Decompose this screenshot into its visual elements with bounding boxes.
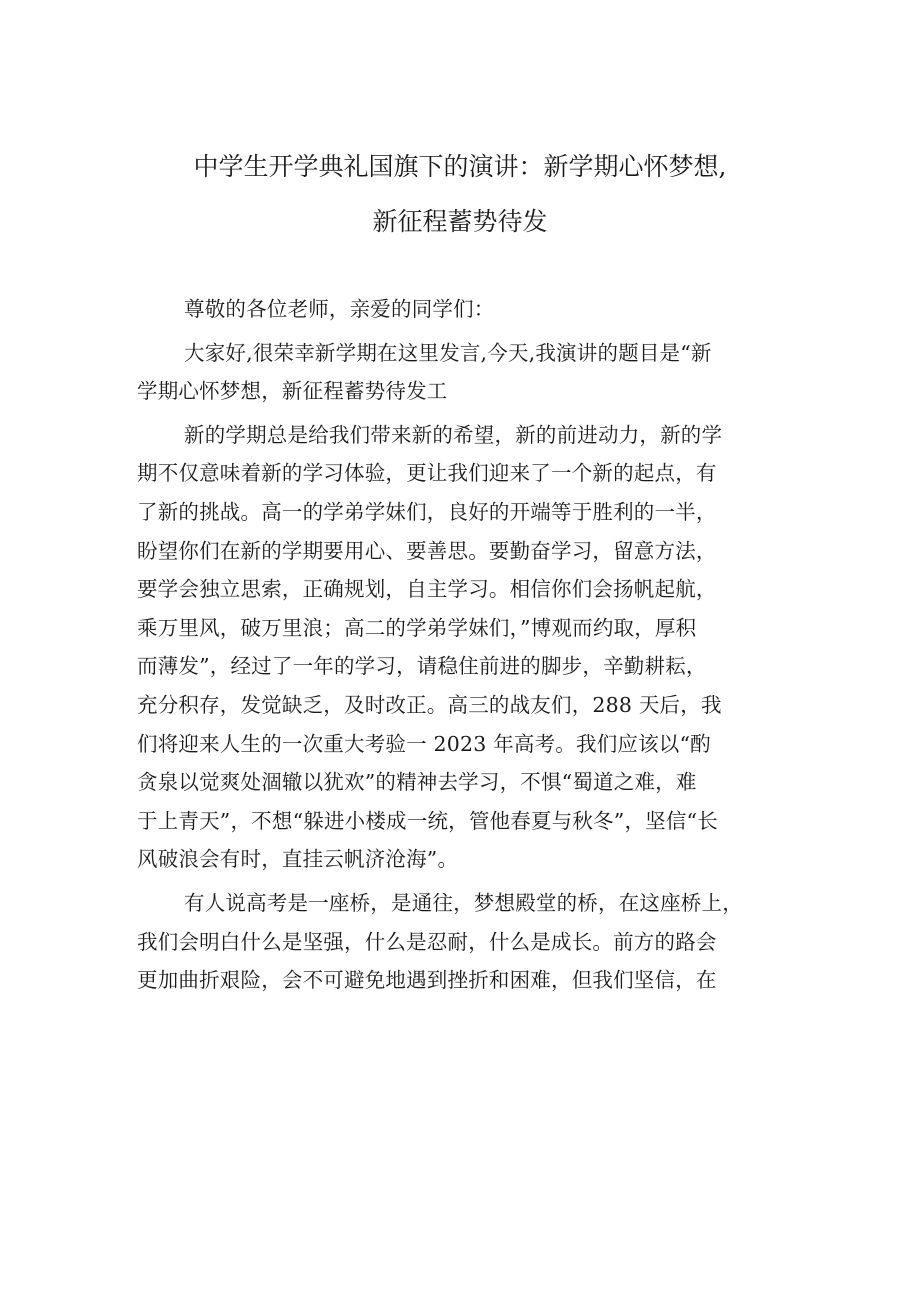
text-line: 贪泉以觉爽处涸辙以犹欢”的精神去学习，不惧“蜀道之难，难 [137,770,697,795]
title-line-1: 中学生开学典礼国旗下的演讲：新学期心怀梦想, [193,152,727,181]
text-line: 盼望你们在新的学期要用心、要善思。要勤奋学习，留意方法， [137,538,717,563]
text-line: 有人说高考是一座桥，是通往，梦想殿堂的桥，在这座桥上， [184,890,743,915]
text-line: 于上青天”，不想“躲进小楼成一统，管他春夏与秋冬”，坚信“长 [137,808,718,833]
paragraph-gaokao-bridge [137,884,800,1000]
text-line: 风破浪会有时，直挂云帆济沧海”。 [137,847,459,872]
text-line: 更加曲折艰险，会不可避免地遇到挫折和困难，但我们坚信，在 [137,968,717,993]
text-line: 尊敬的各位老师，亲爱的同学们： [184,297,495,321]
text-line: 新的学期总是给我们带来新的希望，新的前进动力，新的学 [184,422,723,447]
text-line: 要学会独立思索，正确规划，自主学习。相信你们会扬帆起航， [137,577,717,602]
text-line: 大家好,很荣幸新学期在这里发言,今天,我演讲的题目是“新 [184,340,712,365]
text-line: 期不仅意味着新的学习体验，更让我们迎来了一个新的起点，有 [137,461,717,486]
text-line: 学期心怀梦想，新征程蓄势待发工 [137,379,448,404]
document-body [137,290,800,1005]
text-line: 了新的挑战。高一的学弟学妹们，良好的开端等于胜利的一半， [137,499,717,524]
text-line: 我们会明白什么是坚强，什么是忍耐，什么是成长。前方的路会 [137,929,717,954]
text-line: 而薄发”，经过了一年的学习，请稳住前进的脚步，辛勤耕耘， [137,654,707,679]
document-title [0,139,920,249]
title-line-2: 新征程蓄势待发 [372,207,548,236]
text-line: 充分积存，发觉缺乏，及时改正。高三的战友们，288 天后，我 [137,692,722,717]
paragraph-greeting [137,334,800,411]
text-line: 们将迎来人生的一次重大考验一 2023 年高考。我们应该以“酌 [137,731,711,756]
text-line: 乘万里风，破万里浪；高二的学弟学妹们，”博观而约取，厚积 [137,615,697,640]
paragraph-new-semester [137,416,800,879]
paragraph-salutation [137,290,800,329]
